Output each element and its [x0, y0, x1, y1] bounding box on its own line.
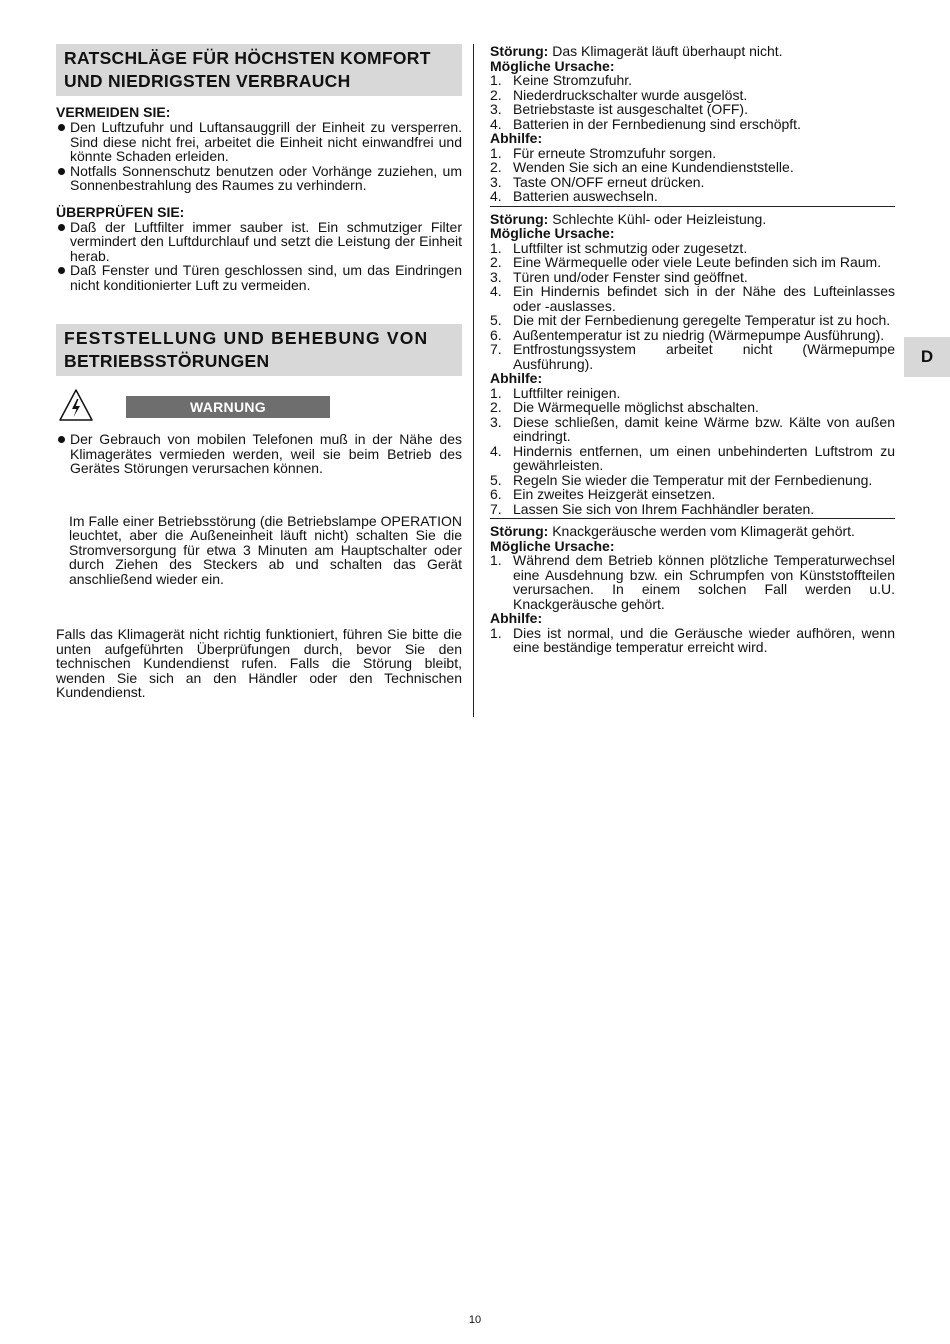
check-list: [56, 220, 462, 293]
causes-list: [490, 553, 895, 611]
list-item: 3. Betriebstaste ist ausgeschaltet (OFF).: [490, 101, 748, 117]
service-paragraph: Falls das Klimagerät nicht richtig funktioniert, führen Sie bitte die unten aufgeführten Überprüfungen durch, bevor Sie den technischen Kundendienst rufen. Falls die Störung bleibt, wenden Sie sich an den Händler oder den Technischen Kundendienst.: [56, 626, 462, 700]
list-item-text: Niederdruckschalter wurde ausgelöst.: [513, 86, 748, 103]
list-item: 2. Niederdruckschalter wurde ausgelöst.: [490, 86, 748, 103]
section-title-comfort: RATSCHLÄGE FÜR HÖCHSTEN KOMFORT UND NIEDRIGSTEN VERBRAUCH: [56, 44, 462, 96]
trouble-block: [490, 212, 895, 520]
list-item: 1. Dies ist normal, und die Geräusche wieder aufhören, wenn eine beständige temperatur erreicht wird.: [490, 624, 895, 655]
troubleshooting-blocks: [490, 44, 895, 657]
list-item: 6. Außentemperatur ist zu niedrig (Wärmepumpe Ausführung).: [490, 326, 885, 343]
list-item-text: Wenden Sie sich an eine Kundendienststelle.: [513, 159, 794, 175]
list-item: 7. Lassen Sie sich von Ihrem Fachhändler beraten.: [490, 500, 815, 517]
list-item-text: Für erneute Stromzufuhr sorgen.: [513, 144, 717, 161]
list-item: 2. Die Wärmequelle möglichst abschalten.: [490, 399, 759, 415]
list-item: 3. Taste ON/OFF erneut drücken.: [490, 173, 705, 190]
list-item: Daß der Luftfilter immer sauber ist. Ein schmutziger Filter vermindert den Luftdurchlauf und setzt die Leistung der Einheit herab.: [56, 220, 462, 264]
list-item-text: Die Wärmequelle möglichst abschalten.: [513, 399, 759, 415]
list-item-text: Keine Stromzufuhr.: [513, 72, 633, 88]
list-item-text: Ein zweites Heizgerät einsetzen.: [513, 486, 716, 502]
list-item: 6. Ein zweites Heizgerät einsetzen.: [490, 486, 716, 502]
list-item: 1. Luftfilter reinigen.: [490, 384, 621, 401]
problem-label: Störung:: [490, 523, 549, 539]
problem-line: [490, 524, 895, 539]
list-item-text: Betriebstaste ist ausgeschaltet (OFF).: [513, 101, 748, 117]
section-title-troubleshooting: FESTSTELLUNG UND BEHEBUNG VON BETRIEBSSTÖRUNGEN: [56, 324, 462, 376]
list-item-text: Diese schließen, damit keine Wärme bzw. Kälte von außen eindringt.: [513, 413, 895, 444]
list-item: 4. Ein Hindernis befindet sich in der Nähe des Lufteinlasses oder -auslasses.: [490, 283, 895, 314]
left-column: [56, 44, 462, 700]
trouble-block: [490, 44, 895, 207]
avoid-list: [56, 120, 462, 193]
problem-label: Störung:: [490, 210, 549, 227]
list-item-text: Taste ON/OFF erneut drücken.: [513, 173, 705, 190]
problem-text: Schlechte Kühl- oder Heizleistung.: [552, 210, 767, 227]
causes-heading: Mögliche Ursache:: [490, 537, 615, 554]
causes-list: [490, 73, 895, 131]
warning-label: WARNUNG: [126, 396, 330, 418]
list-item: Notfalls Sonnenschutz benutzen oder Vorhänge zuziehen, um Sonnenbestrahlung des Raumes zu verhindern.: [56, 164, 462, 193]
list-item: 5. Regeln Sie wieder die Temperatur mit der Fernbedienung.: [490, 471, 873, 488]
remedies-list: [490, 386, 895, 517]
list-item: 7. Entfrostungssystem arbeitet nicht (Wärmepumpe Ausführung).: [490, 341, 895, 372]
list-item: 3. Diese schließen, damit keine Wärme bzw. Kälte von außen eindringt.: [490, 413, 895, 444]
list-item-text: Lassen Sie sich von Ihrem Fachhändler beraten.: [513, 500, 815, 517]
check-heading: ÜBERPRÜFEN SIE:: [56, 203, 185, 220]
list-item: 1. Keine Stromzufuhr.: [490, 72, 633, 88]
remedies-heading: Abhilfe:: [490, 610, 543, 626]
list-item: 2. Eine Wärmequelle oder viele Leute befinden sich im Raum.: [490, 254, 882, 270]
list-item-text: Batterien auswechseln.: [513, 188, 658, 204]
list-item: Den Luftzufuhr und Luftansauggrill der Einheit zu versperren. Sind diese nicht frei, arbeitet die Einheit nicht einwandfrei und könnte Schaden erleiden.: [56, 120, 462, 164]
list-item: 3. Türen und/oder Fenster sind geöffnet.: [490, 268, 748, 285]
causes-heading: Mögliche Ursache:: [490, 57, 615, 74]
remedies-heading: Abhilfe:: [490, 370, 543, 386]
list-item: 2. Wenden Sie sich an eine Kundendienststelle.: [490, 159, 794, 175]
list-item-text: Außentemperatur ist zu niedrig (Wärmepumpe Ausführung).: [513, 326, 885, 343]
list-item-text: Während dem Betrieb können plötzliche Temperaturwechsel eine Ausdehnung bzw. ein Schrumpfen von Künststoffteilen verursachen. In einem solchen Fall werden u.U. Knackgeräusche gehört.: [513, 552, 895, 612]
warning-list: [56, 432, 462, 476]
remedies-list: [490, 626, 895, 655]
causes-list: [490, 241, 895, 372]
problem-label: Störung:: [490, 43, 549, 59]
list-item: 4. Batterien in der Fernbedienung sind erschöpft.: [490, 115, 801, 132]
list-item: 1. Luftfilter ist schmutzig oder zugesetzt.: [490, 239, 748, 256]
list-item-text: Entfrostungssystem arbeitet nicht (Wärmepumpe Ausführung).: [513, 341, 895, 372]
causes-heading: Mögliche Ursache:: [490, 225, 615, 241]
list-item: 1. Für erneute Stromzufuhr sorgen.: [490, 144, 717, 161]
list-item: Daß Fenster und Türen geschlossen sind, um das Eindringen nicht konditionierter Luft zu vermeiden.: [56, 263, 462, 292]
list-item-text: Regeln Sie wieder die Temperatur mit der Fernbedienung.: [513, 471, 873, 488]
warning-row: [56, 388, 462, 432]
failure-paragraph: Im Falle einer Betriebsstörung (die Betriebslampe OPERATION leuchtet, aber die Außeneinheit läuft nicht) schalten Sie die Stromversorgung für etwa 3 Minuten am Hauptschalter oder durch Ziehen des Steckers ab und schalten das Gerät anschließend wieder ein.: [69, 512, 462, 587]
remedies-heading: Abhilfe:: [490, 130, 543, 146]
problem-line: [490, 44, 895, 59]
column-divider: [473, 44, 474, 717]
problem-line: [490, 212, 895, 227]
high-voltage-warning-icon: [58, 388, 94, 422]
list-item-text: Batterien in der Fernbedienung sind erschöpft.: [513, 115, 801, 132]
avoid-heading: VERMEIDEN SIE:: [56, 104, 171, 120]
list-item-text: Türen und/oder Fenster sind geöffnet.: [513, 268, 748, 285]
language-tab: D: [904, 337, 950, 377]
list-item-text: Eine Wärmequelle oder viele Leute befinden sich im Raum.: [513, 254, 882, 270]
list-item-text: Luftfilter reinigen.: [513, 384, 621, 401]
list-item: 1. Während dem Betrieb können plötzliche Temperaturwechsel eine Ausdehnung bzw. ein Schrumpfen von Künststoffteilen verursachen. In einem solchen Fall werden u.U. Knackgeräusche gehört.: [490, 552, 895, 612]
list-item-text: Hindernis entfernen, um einen unbehinderten Luftstrom zu gewährleisten.: [513, 442, 895, 473]
list-item-text: Dies ist normal, und die Geräusche wieder aufhören, wenn eine beständige temperatur erreicht wird.: [513, 624, 895, 655]
list-item: Der Gebrauch von mobilen Telefonen muß in der Nähe des Klimagerätes vermieden werden, weil sie beim Betrieb des Gerätes Störungen verursachen können.: [56, 432, 462, 476]
problem-text: Knackgeräusche werden vom Klimagerät gehört.: [552, 523, 855, 539]
list-item-text: Ein Hindernis befindet sich in der Nähe des Lufteinlasses oder -auslasses.: [513, 283, 895, 314]
right-column: [490, 44, 895, 662]
trouble-block: [490, 524, 895, 657]
problem-text: Das Klimagerät läuft überhaupt nicht.: [552, 43, 783, 59]
list-item: 4. Batterien auswechseln.: [490, 188, 658, 204]
list-item-text: Die mit der Fernbedienung geregelte Temperatur ist zu hoch.: [513, 312, 891, 328]
list-item-text: Luftfilter ist schmutzig oder zugesetzt.: [513, 239, 748, 256]
list-item: 5. Die mit der Fernbedienung geregelte Temperatur ist zu hoch.: [490, 312, 891, 328]
remedies-list: [490, 146, 895, 204]
page-number: 10: [468, 1314, 482, 1326]
list-item: 4. Hindernis entfernen, um einen unbehinderten Luftstrom zu gewährleisten.: [490, 442, 895, 473]
